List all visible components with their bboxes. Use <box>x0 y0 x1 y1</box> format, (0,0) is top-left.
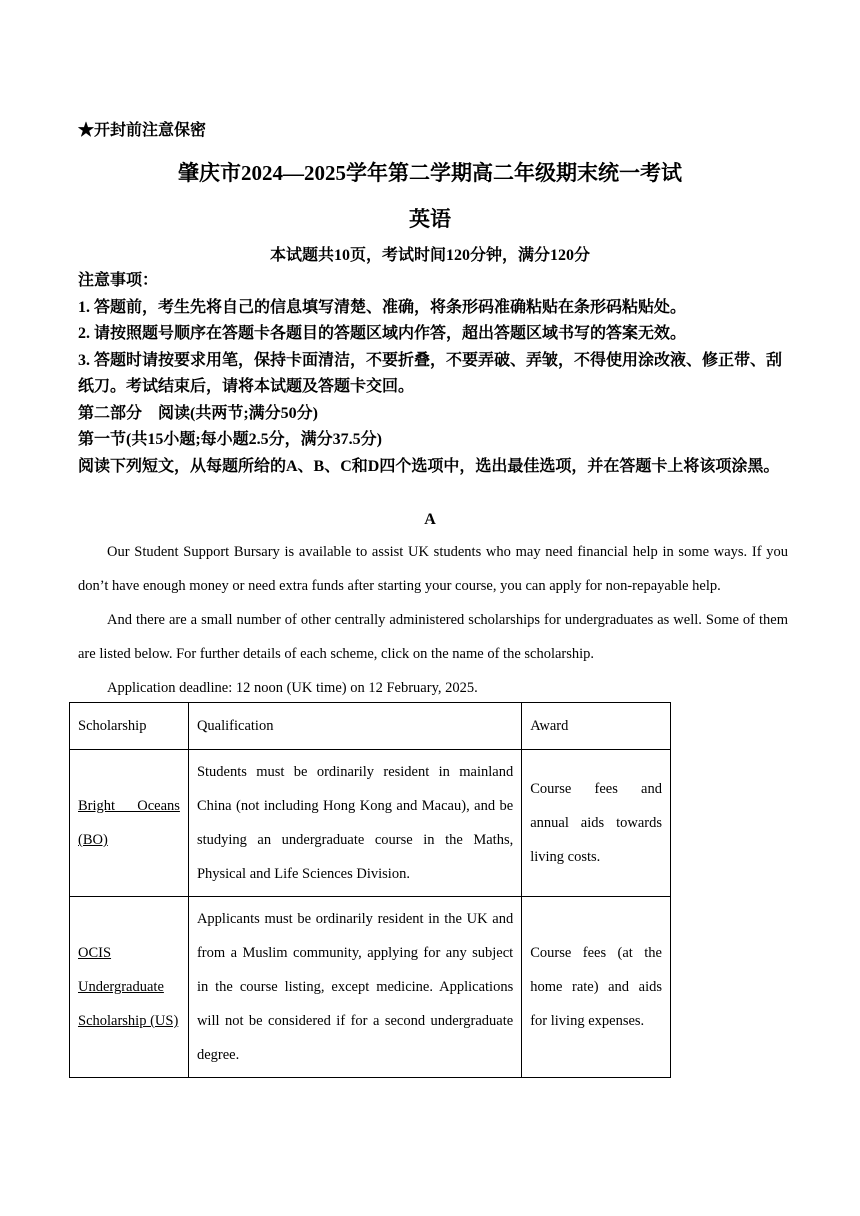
part-heading: 第二部分 阅读(共两节;满分50分) <box>78 404 318 422</box>
exam-info: 本试题共10页，考试时间120分钟，满分120分 <box>269 247 590 264</box>
scholarship-link-bo[interactable]: Bright Oceans (BO) <box>78 798 180 848</box>
scholarship-cell <box>70 897 189 1078</box>
note-item-3: 3. 答题时请按要求用笔，保持卡面清洁，不要折叠，不要弄破、弄皱，不得使用涂改液、修正带、刮纸刀。考试结束后，请将本试题及答题卡交回。 <box>78 351 783 395</box>
exam-title: 肇庆市2024—2025学年第二学期高二年级期末统一考试 <box>178 161 682 185</box>
header-award: Award <box>522 703 671 750</box>
award-cell: Course fees and annual aids towards living costs. <box>522 750 671 897</box>
table-row <box>70 897 671 1078</box>
header-scholarship: Scholarship <box>70 703 189 750</box>
scholarship-cell <box>70 750 189 897</box>
qualification-cell: Applicants must be ordinarily resident in the UK and from a Muslim community, applying for any subject in the course listing, except medicine. Applications will not be considered if for a second undergraduate degree. <box>188 897 521 1078</box>
notes-section <box>78 268 788 480</box>
notes-heading: 注意事项： <box>78 272 159 289</box>
passage-text <box>78 535 788 705</box>
qualification-cell: Students must be ordinarily resident in mainland China (not including Hong Kong and Macau), and be studying an undergraduate course in the Maths, Physical and Life Sciences Division. <box>188 750 521 897</box>
passage-paragraph-1: Our Student Support Bursary is available to assist UK students who may need financial help in some ways. If you don’t have enough money or need extra funds after starting your course, you can apply for non-repayable help. <box>78 544 788 594</box>
passage-paragraph-3: Application deadline: 12 noon (UK time) on 12 February, 2025. <box>107 680 478 696</box>
scholarship-link-ocis[interactable]: OCIS Undergraduate Scholarship (US) <box>78 945 179 1029</box>
header-qualification: Qualification <box>188 703 521 750</box>
passage-paragraph-2: And there are a small number of other centrally administered scholarships for undergraduates as well. Some of them are listed below. For further details of each scheme, click on the name of the scholarship. <box>78 612 788 662</box>
scholarship-table <box>69 702 671 1078</box>
note-item-1: 1. 答题前，考生先将自己的信息填写清楚、准确，将条形码准确粘贴在条形码粘贴处。 <box>78 298 687 316</box>
note-item-2: 2. 请按照题号顺序在答题卡各题目的答题区域内作答，超出答题区域书写的答案无效。 <box>78 325 687 342</box>
instruction: 阅读下列短文，从每题所给的A、B、C和D四个选项中，选出最佳选项，并在答题卡上将该项涂黑。 <box>78 457 780 475</box>
table-header-row <box>70 703 671 750</box>
passage-label: A <box>424 511 436 528</box>
confidential-notice: ★开封前注意保密 <box>78 122 207 139</box>
section-heading: 第一节(共15小题;每小题2.5分，满分37.5分) <box>78 431 382 448</box>
subject-title: 英语 <box>409 207 451 231</box>
table-row <box>70 750 671 897</box>
award-cell: Course fees (at the home rate) and aids for living expenses. <box>522 897 671 1078</box>
